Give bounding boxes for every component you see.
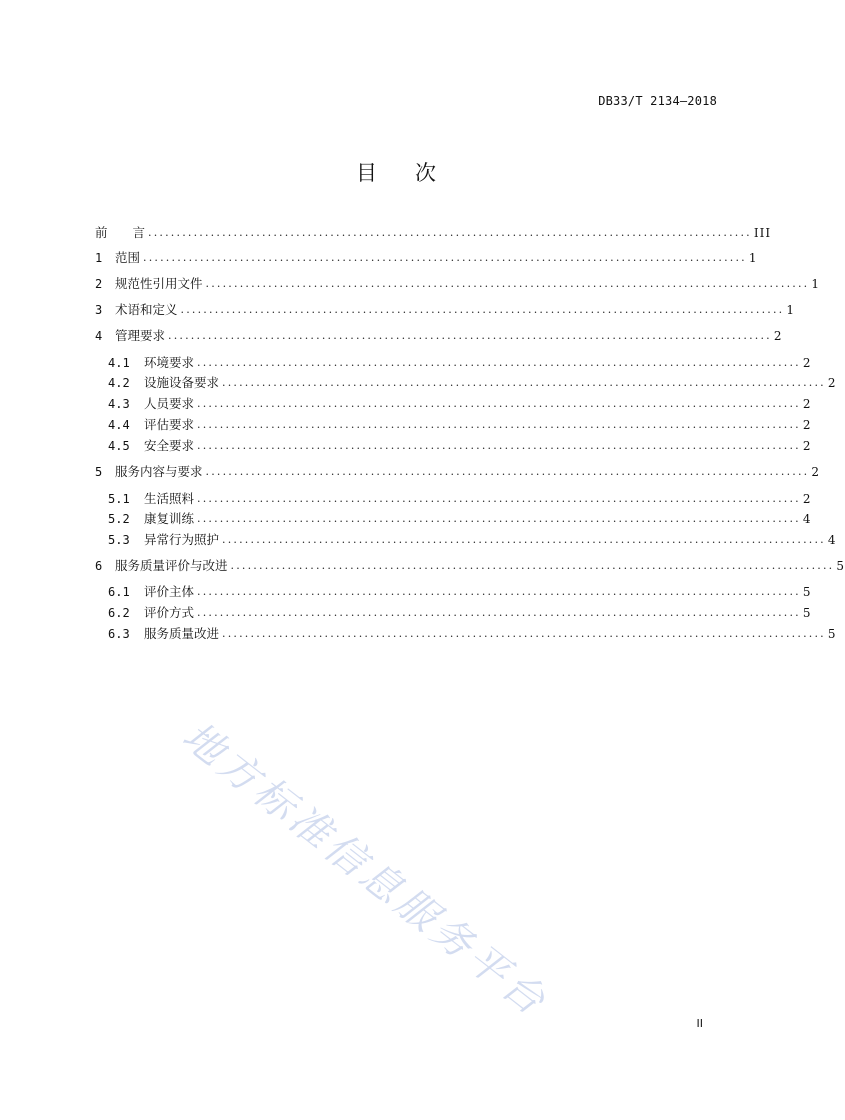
dot-leader: .......................................................................................................... <box>205 465 810 478</box>
toc-entry-page: 1 <box>811 277 820 291</box>
toc-entry-label: 规范性引用文件 <box>115 276 203 291</box>
toc-entry-label: 康复训练 <box>144 511 195 526</box>
toc-entry-page: 4 <box>802 512 812 526</box>
dot-leader: .......................................................................................................... <box>222 376 826 389</box>
toc-entry-label: 设施设备要求 <box>144 375 220 390</box>
dot-leader: .......................................................................................................... <box>168 329 772 342</box>
toc-subentry[interactable] <box>108 602 812 624</box>
toc-subentry[interactable] <box>108 581 812 603</box>
toc-entry-page: 2 <box>802 397 812 411</box>
toc-entry-label: 评估要求 <box>144 417 195 432</box>
toc-entry-number: 6.2 <box>108 606 130 620</box>
toc-entry-label: 管理要求 <box>115 328 166 343</box>
toc-entry[interactable] <box>95 325 783 347</box>
toc-subentry[interactable] <box>108 623 837 645</box>
toc-subentry[interactable] <box>108 508 812 530</box>
toc-entry-number: 3 <box>95 303 103 317</box>
toc-entry-number: 4.3 <box>108 397 130 411</box>
toc-subentry[interactable] <box>108 435 812 457</box>
toc-entry-label: 服务内容与要求 <box>115 464 203 479</box>
dot-leader: .......................................................................................................... <box>197 512 801 525</box>
dot-leader: .......................................................................................................... <box>222 533 826 546</box>
dot-leader: .......................................................................................................... <box>197 356 801 369</box>
toc-entry-page: 2 <box>773 329 783 343</box>
dot-leader: .......................................................................................................... <box>205 277 810 290</box>
toc-entry-page: 5 <box>827 627 837 641</box>
toc-entry-label: 服务质量评价与改进 <box>115 558 228 573</box>
toc-entry-page: 5 <box>836 559 845 573</box>
toc-entry-page: 4 <box>827 533 837 547</box>
dot-leader: .......................................................................................................... <box>230 559 835 572</box>
document-code: DB33/T 2134—2018 <box>598 94 717 108</box>
toc-entry-page: 2 <box>802 492 812 506</box>
toc-entry-label: 评价方式 <box>144 605 195 620</box>
toc-entry-label: 人员要求 <box>144 396 195 411</box>
toc-entry-number: 4.2 <box>108 376 130 390</box>
toc-subentry[interactable] <box>108 529 837 551</box>
toc-entry-number: 4.1 <box>108 356 130 370</box>
toc-subentry[interactable] <box>108 352 812 374</box>
page-number: II <box>696 1017 703 1030</box>
dot-leader: .......................................................................................................... <box>222 627 826 640</box>
toc-entry-label: 异常行为照护 <box>144 532 220 547</box>
dot-leader: .......................................................................................................... <box>143 251 747 264</box>
toc-entry-foreword[interactable] <box>95 222 772 244</box>
dot-leader: .......................................................................................................... <box>197 585 801 598</box>
toc-entry[interactable] <box>95 273 820 295</box>
toc-entry-number: 6 <box>95 559 103 573</box>
page-title: 目次 <box>356 161 474 185</box>
toc-entry[interactable] <box>95 299 795 321</box>
dot-leader: .......................................................................................................... <box>148 226 752 239</box>
dot-leader: .......................................................................................................... <box>180 303 785 316</box>
toc-entry-number: 4 <box>95 329 103 343</box>
toc-entry-label: 前 言 <box>95 225 146 240</box>
dot-leader: .......................................................................................................... <box>197 606 801 619</box>
toc-entry-label: 服务质量改进 <box>144 626 220 641</box>
toc-entry-page: 2 <box>802 356 812 370</box>
toc-entry[interactable] <box>95 555 845 577</box>
toc-entry-page: 1 <box>748 251 758 265</box>
dot-leader: .......................................................................................................... <box>197 418 801 431</box>
toc-entry-page: 2 <box>811 465 820 479</box>
toc-entry-page: 5 <box>802 585 812 599</box>
toc-entry-label: 范围 <box>115 250 141 265</box>
toc-entry-page: 2 <box>802 418 812 432</box>
toc-entry-number: 5 <box>95 465 103 479</box>
toc-entry-number: 5.3 <box>108 533 130 547</box>
toc-entry-number: 4.5 <box>108 439 130 453</box>
dot-leader: .......................................................................................................... <box>197 397 801 410</box>
toc-entry-number: 5.1 <box>108 492 130 506</box>
toc-entry-label: 安全要求 <box>144 438 195 453</box>
toc-entry-label: 术语和定义 <box>115 302 178 317</box>
toc-entry-page: 2 <box>827 376 837 390</box>
watermark: 地方标准信息服务平台 <box>173 713 557 1027</box>
toc-entry-label: 生活照料 <box>144 491 195 506</box>
toc-entry-label: 评价主体 <box>144 584 195 599</box>
toc-entry[interactable] <box>95 461 820 483</box>
toc-entry-page: 2 <box>802 439 812 453</box>
dot-leader: .......................................................................................................... <box>197 492 801 505</box>
toc-entry-number: 6.3 <box>108 627 130 641</box>
toc-subentry[interactable] <box>108 488 812 510</box>
dot-leader: .......................................................................................................... <box>197 439 801 452</box>
toc-entry-page: III <box>753 226 772 240</box>
toc-entry-page: 1 <box>786 303 795 317</box>
toc-subentry[interactable] <box>108 414 812 436</box>
toc-entry[interactable] <box>95 247 758 269</box>
toc-entry-label: 环境要求 <box>144 355 195 370</box>
toc-entry-number: 5.2 <box>108 512 130 526</box>
toc-subentry[interactable] <box>108 372 837 394</box>
toc-entry-number: 4.4 <box>108 418 130 432</box>
toc-entry-page: 5 <box>802 606 812 620</box>
toc-entry-number: 1 <box>95 251 103 265</box>
toc-subentry[interactable] <box>108 393 812 415</box>
toc-entry-number: 6.1 <box>108 585 130 599</box>
toc-entry-number: 2 <box>95 277 103 291</box>
